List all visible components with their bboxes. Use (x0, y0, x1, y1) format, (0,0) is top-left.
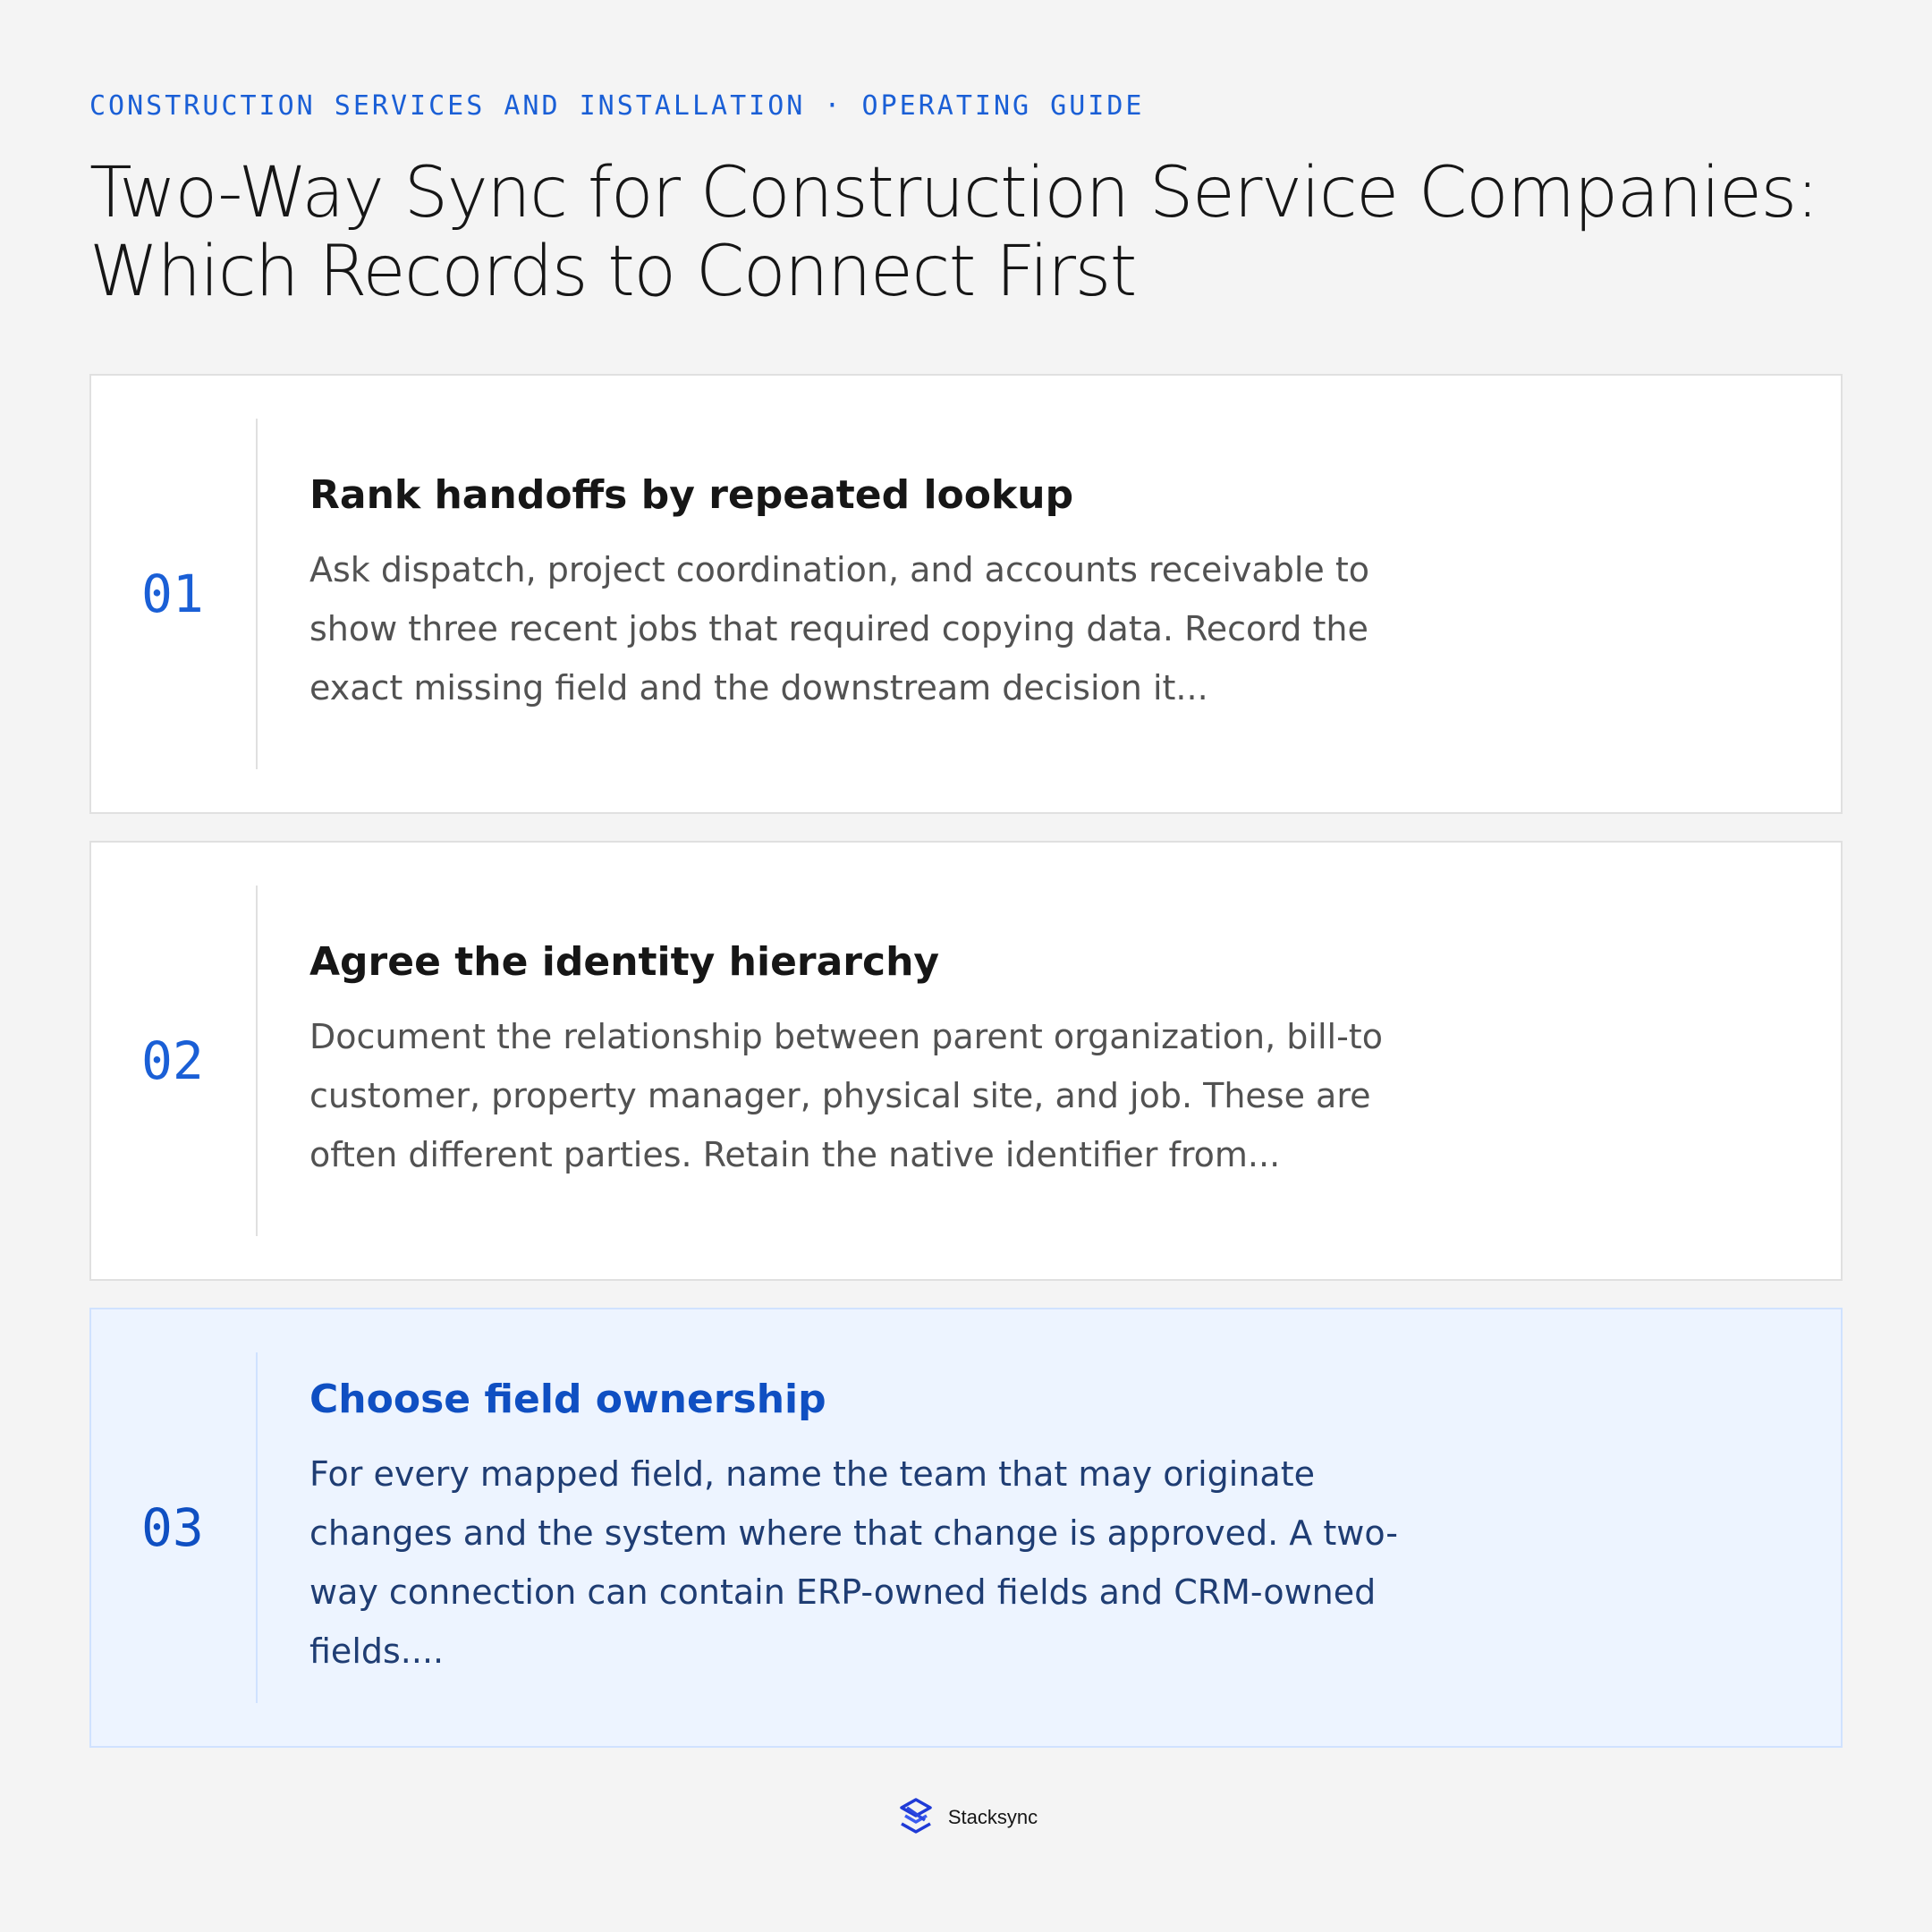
step-body: Document the relationship between parent organization, bill-to customer, property manager, physical site, and job. These are often different parties. Retain the native identifier from... (309, 1017, 1383, 1174)
footer-brand (89, 1796, 1843, 1839)
step-title: Agree the identity hierarchy (309, 939, 940, 985)
step-card-3-highlighted (89, 1308, 1843, 1748)
step-card-1 (89, 374, 1843, 814)
step-title: Rank handoffs by repeated lookup (309, 472, 1074, 518)
step-content (309, 1309, 1472, 1746)
step-number: 02 (141, 1030, 204, 1091)
step-number: 03 (141, 1497, 204, 1558)
step-title: Choose field ownership (309, 1377, 826, 1422)
page-title-line-1: Two-Way Sync for Construction Service Companies: (89, 153, 1818, 233)
brand-name: Stacksync (947, 1806, 1038, 1828)
step-number: 01 (141, 564, 204, 624)
step-content (309, 376, 1472, 812)
step-divider (256, 886, 258, 1236)
guide-page (89, 0, 1843, 1932)
stacksync-logo-icon (894, 1796, 937, 1839)
eyebrow-label: CONSTRUCTION SERVICES AND INSTALLATION · OPERATING GUIDE (89, 90, 1145, 122)
step-body: For every mapped field, name the team that may originate changes and the system where that change is approved. A two-way connection can contain ERP-owned fields and CRM-owned fields.... (309, 1454, 1399, 1671)
step-divider (256, 1352, 258, 1703)
step-divider (256, 419, 258, 769)
page-title-line-2: Which Records to Connect First (89, 232, 1136, 312)
step-body: Ask dispatch, project coordination, and accounts receivable to show three recent jobs that required copying data. Record the exact missing field and the downstream decision it... (309, 550, 1369, 708)
step-card-2 (89, 841, 1843, 1281)
step-content (309, 843, 1472, 1279)
page-title (89, 154, 1843, 311)
